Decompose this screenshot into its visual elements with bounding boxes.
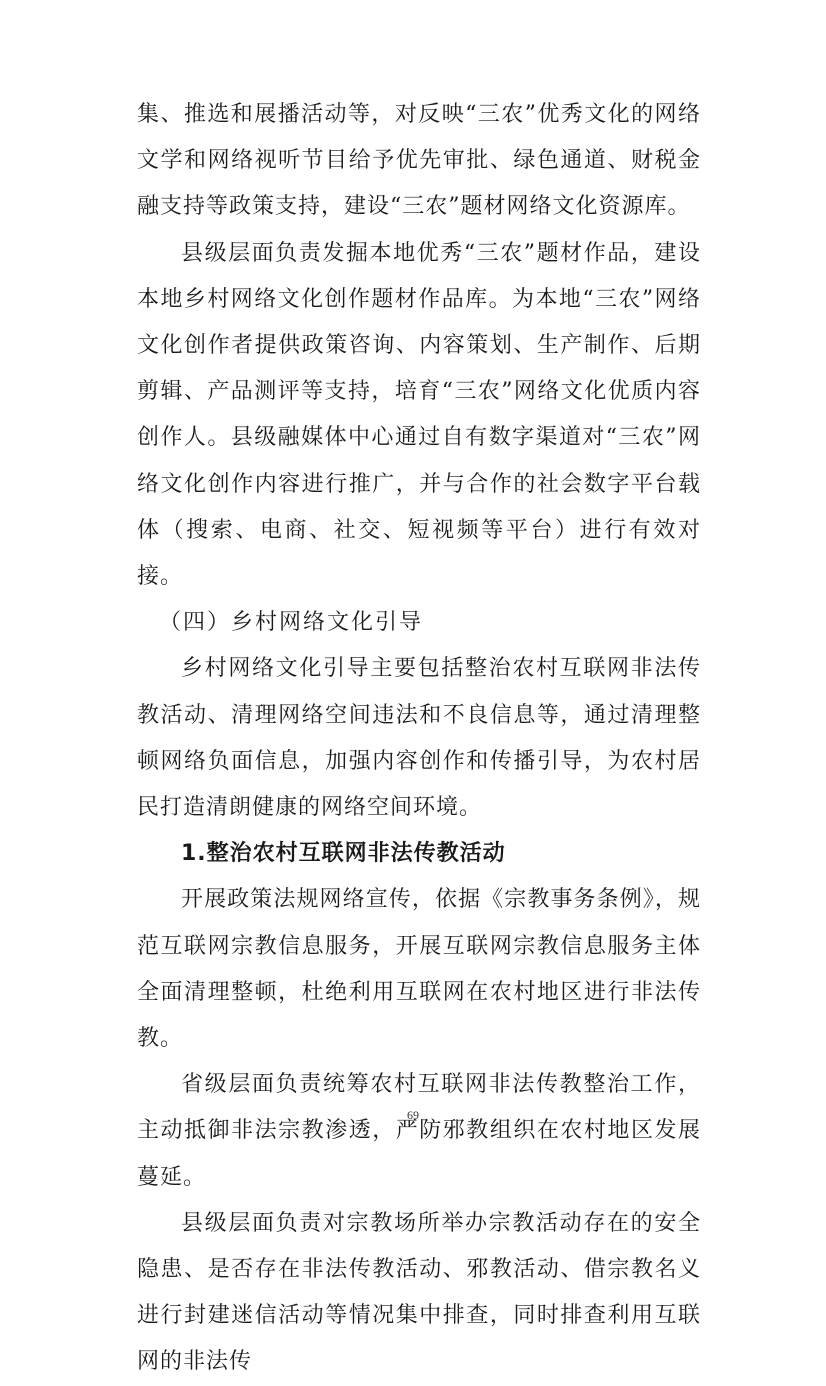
- paragraph-policy-publicity: 开展政策法规网络宣传，依据《宗教事务条例》，规范互联网宗教信息服务，开展互联网宗教信息服务主体全面清理整顿，杜绝利用互联网在农村地区进行非法传教。: [137, 887, 701, 1052]
- subsection-heading: 1.整治农村互联网非法传教活动: [181, 841, 506, 867]
- paragraph-continued: 集、推选和展播活动等，对反映“三农”优秀文化的网络文学和网络视听节目给予优先审批、绿色通道、财税金融支持等政策支持，建设“三农”题材网络文化资源库。: [137, 102, 701, 220]
- page-number: 69: [407, 1108, 419, 1122]
- section-heading: （四）乡村网络文化引导: [159, 610, 424, 636]
- body-text: [137, 92, 701, 1386]
- paragraph-county-level: 县级层面负责对宗教场所举办宗教活动存在的安全隐患、是否存在非法传教活动、邪教活动、借宗教名义进行封建迷信活动等情况集中排查，同时排查利用互联网的非法传: [137, 1210, 701, 1375]
- paragraph-county-creation: 县级层面负责发掘本地优秀“三农”题材作品，建设本地乡村网络文化创作题材作品库。为本地“三农”网络文化创作者提供政策咨询、内容策划、生产制作、后期剪辑、产品测评等支持，培育“三农”网络文化优质内容创作人。县级融媒体中心通过自有数字渠道对“三农”网络文化创作内容进行推广，并与合作的社会数字平台载体（搜索、电商、社交、短视频等平台）进行有效对接。: [137, 240, 701, 590]
- paragraph-guidance-intro: 乡村网络文化引导主要包括整治农村互联网非法传教活动、清理网络空间违法和不良信息等，通过清理整顿网络负面信息，加强内容创作和传播引导，为农村居民打造清朗健康的网络空间环境。: [137, 656, 701, 821]
- paragraph-provincial-level: 省级层面负责统筹农村互联网非法传教整治工作，主动抵御非法宗教渗透，严防邪教组织在农村地区发展蔓延。: [137, 1072, 701, 1190]
